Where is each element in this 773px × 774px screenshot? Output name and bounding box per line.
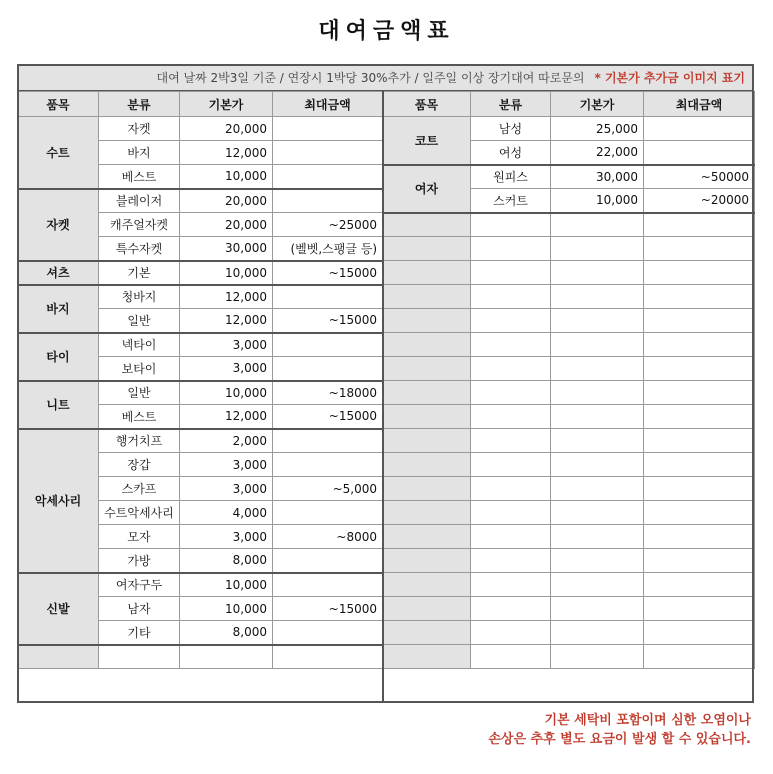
empty-category-cell [383, 573, 471, 597]
empty-category-cell [383, 381, 471, 405]
item-name: 가방 [99, 549, 180, 573]
item-name: 스카프 [99, 477, 180, 501]
table-row [18, 573, 755, 597]
category-cell: 바지 [18, 285, 99, 333]
price-table [17, 91, 755, 669]
empty-cell [99, 645, 180, 669]
item-name: 여성 [471, 141, 551, 165]
item-max [273, 501, 383, 525]
price-table-body [18, 117, 755, 669]
empty-cell [180, 645, 273, 669]
item-max: ~8000 [273, 525, 383, 549]
item-max [273, 621, 383, 645]
empty-cell [471, 501, 551, 525]
item-max [273, 189, 383, 213]
header-left-type: 분류 [99, 92, 180, 117]
item-max [273, 141, 383, 165]
table-row [18, 405, 755, 429]
category-cell: 여자 [383, 165, 471, 213]
item-max: ~15000 [273, 597, 383, 621]
table-row [18, 285, 755, 309]
item-name: 보타이 [99, 357, 180, 381]
table-row [18, 549, 755, 573]
category-cell: 자켓 [18, 189, 99, 261]
notice-bar [17, 64, 754, 91]
item-name: 베스트 [99, 165, 180, 189]
empty-category-cell [383, 429, 471, 453]
empty-cell [471, 621, 551, 645]
empty-cell [471, 261, 551, 285]
empty-category-cell [383, 645, 471, 669]
footer-line-1: 기본 세탁비 포함이며 심한 오염이나 [544, 713, 751, 728]
item-price: 20,000 [180, 117, 273, 141]
empty-cell [551, 309, 644, 333]
table-row [18, 333, 755, 357]
item-name: 일반 [99, 381, 180, 405]
item-max [273, 333, 383, 357]
empty-cell [551, 285, 644, 309]
category-cell: 신발 [18, 573, 99, 645]
table-row [18, 357, 755, 381]
empty-cell [644, 213, 755, 237]
item-max [273, 453, 383, 477]
empty-category-cell [383, 357, 471, 381]
item-price: 12,000 [180, 285, 273, 309]
empty-cell [471, 213, 551, 237]
header-left-max: 최대금액 [273, 92, 383, 117]
item-price: 30,000 [180, 237, 273, 261]
table-row [18, 261, 755, 285]
empty-cell [551, 429, 644, 453]
empty-category-cell [383, 477, 471, 501]
notice-highlight: * 기본가 추가금 이미지 표기 [594, 71, 745, 85]
empty-cell [644, 573, 755, 597]
header-right-item: 품목 [383, 92, 471, 117]
table-row [18, 477, 755, 501]
table-row [18, 645, 755, 669]
header-row [18, 92, 755, 117]
empty-cell [471, 429, 551, 453]
item-max: ~5,000 [273, 477, 383, 501]
empty-cell [471, 357, 551, 381]
empty-cell [644, 381, 755, 405]
empty-cell [644, 309, 755, 333]
item-price: 30,000 [551, 165, 644, 189]
empty-cell [644, 621, 755, 645]
empty-cell [471, 525, 551, 549]
item-price: 3,000 [180, 357, 273, 381]
item-price: 10,000 [180, 381, 273, 405]
item-max: ~18000 [273, 381, 383, 405]
item-name: 베스트 [99, 405, 180, 429]
empty-category-cell [383, 453, 471, 477]
item-price: 20,000 [180, 189, 273, 213]
table-row [18, 381, 755, 405]
empty-cell [644, 405, 755, 429]
item-name: 수트악세사리 [99, 501, 180, 525]
item-price: 10,000 [180, 165, 273, 189]
empty-category-cell [383, 309, 471, 333]
item-price: 12,000 [180, 405, 273, 429]
item-price: 10,000 [551, 189, 644, 213]
item-name: 행거치프 [99, 429, 180, 453]
empty-cell [551, 549, 644, 573]
item-max: (벨벳,스팽글 등) [273, 237, 383, 261]
item-price: 8,000 [180, 621, 273, 645]
item-name: 기타 [99, 621, 180, 645]
item-name: 여자구두 [99, 573, 180, 597]
item-name: 바지 [99, 141, 180, 165]
empty-cell [644, 285, 755, 309]
category-cell: 악세사리 [18, 429, 99, 573]
table-row [18, 453, 755, 477]
empty-cell [551, 261, 644, 285]
empty-cell [551, 597, 644, 621]
empty-cell [471, 405, 551, 429]
item-name: 남자 [99, 597, 180, 621]
empty-cell [644, 597, 755, 621]
item-max: ~20000 [644, 189, 755, 213]
empty-cell [644, 645, 755, 669]
table-row [18, 309, 755, 333]
table-row [18, 213, 755, 237]
empty-category-cell [383, 525, 471, 549]
empty-category-cell [383, 597, 471, 621]
empty-category-cell [383, 213, 471, 237]
empty-cell [551, 501, 644, 525]
item-name: 특수자켓 [99, 237, 180, 261]
empty-cell [273, 645, 383, 669]
category-cell: 수트 [18, 117, 99, 189]
empty-cell [471, 333, 551, 357]
item-name: 블레이저 [99, 189, 180, 213]
item-price: 2,000 [180, 429, 273, 453]
empty-cell [471, 309, 551, 333]
header-right-price: 기본가 [551, 92, 644, 117]
item-name: 자켓 [99, 117, 180, 141]
empty-cell [551, 333, 644, 357]
empty-cell [551, 621, 644, 645]
item-max: ~15000 [273, 261, 383, 285]
category-cell: 셔츠 [18, 261, 99, 285]
item-name: 모자 [99, 525, 180, 549]
item-max [644, 141, 755, 165]
empty-cell [644, 333, 755, 357]
item-max: ~50000 [644, 165, 755, 189]
empty-cell [551, 213, 644, 237]
empty-cell [471, 237, 551, 261]
item-max [644, 117, 755, 141]
item-price: 8,000 [180, 549, 273, 573]
item-price: 3,000 [180, 525, 273, 549]
category-cell: 니트 [18, 381, 99, 429]
empty-category-cell [18, 645, 99, 669]
item-name: 넥타이 [99, 333, 180, 357]
footer-line-2: 손상은 추후 별도 요금이 발생 할 수 있습니다. [488, 732, 751, 747]
empty-cell [551, 381, 644, 405]
header-right-max: 최대금액 [644, 92, 755, 117]
empty-cell [471, 477, 551, 501]
empty-cell [551, 405, 644, 429]
empty-cell [551, 645, 644, 669]
empty-cell [471, 573, 551, 597]
table-row [18, 165, 755, 189]
category-cell: 타이 [18, 333, 99, 381]
empty-cell [471, 453, 551, 477]
item-name: 장갑 [99, 453, 180, 477]
empty-cell [551, 453, 644, 477]
item-price: 12,000 [180, 141, 273, 165]
empty-cell [471, 549, 551, 573]
empty-category-cell [383, 621, 471, 645]
header-left-item: 품목 [18, 92, 99, 117]
empty-cell [551, 573, 644, 597]
item-price: 3,000 [180, 477, 273, 501]
empty-cell [551, 237, 644, 261]
item-name: 남성 [471, 117, 551, 141]
item-price: 12,000 [180, 309, 273, 333]
empty-cell [551, 357, 644, 381]
empty-category-cell [383, 549, 471, 573]
item-name: 원피스 [471, 165, 551, 189]
item-price: 25,000 [551, 117, 644, 141]
item-max [273, 165, 383, 189]
item-price: 22,000 [551, 141, 644, 165]
empty-category-cell [383, 501, 471, 525]
empty-cell [644, 453, 755, 477]
item-max: ~15000 [273, 309, 383, 333]
table-row [18, 501, 755, 525]
empty-category-cell [383, 237, 471, 261]
footer-note [488, 711, 751, 749]
empty-cell [551, 525, 644, 549]
item-price: 10,000 [180, 573, 273, 597]
item-price: 3,000 [180, 453, 273, 477]
empty-cell [644, 549, 755, 573]
empty-category-cell [383, 261, 471, 285]
empty-cell [644, 501, 755, 525]
item-name: 기본 [99, 261, 180, 285]
empty-cell [644, 357, 755, 381]
table-row [18, 621, 755, 645]
page-title: 대여금액표 [318, 19, 455, 44]
empty-cell [551, 477, 644, 501]
empty-cell [471, 381, 551, 405]
empty-category-cell [383, 285, 471, 309]
empty-cell [644, 525, 755, 549]
table-row [18, 429, 755, 453]
item-name: 스커트 [471, 189, 551, 213]
item-max [273, 285, 383, 309]
empty-cell [644, 261, 755, 285]
item-max: ~25000 [273, 213, 383, 237]
table-row [18, 117, 755, 141]
empty-category-cell [383, 333, 471, 357]
header-left-price: 기본가 [180, 92, 273, 117]
item-name: 캐주얼자켓 [99, 213, 180, 237]
empty-cell [471, 645, 551, 669]
item-max [273, 573, 383, 597]
item-max [273, 357, 383, 381]
empty-category-cell [383, 405, 471, 429]
item-price: 4,000 [180, 501, 273, 525]
item-name: 청바지 [99, 285, 180, 309]
empty-cell [471, 285, 551, 309]
item-price: 20,000 [180, 213, 273, 237]
empty-cell [644, 477, 755, 501]
item-max: ~15000 [273, 405, 383, 429]
item-max [273, 117, 383, 141]
header-right-type: 분류 [471, 92, 551, 117]
item-price: 10,000 [180, 597, 273, 621]
category-cell: 코트 [383, 117, 471, 165]
empty-cell [644, 429, 755, 453]
item-max [273, 549, 383, 573]
table-row [18, 525, 755, 549]
empty-cell [644, 237, 755, 261]
item-name: 일반 [99, 309, 180, 333]
table-row [18, 597, 755, 621]
notice-text: 대여 날짜 2박3일 기준 / 연장시 1박당 30%추가 / 일주일 이상 장기대여 따로문의 [156, 71, 585, 85]
empty-cell [471, 597, 551, 621]
table-row [18, 237, 755, 261]
item-price: 10,000 [180, 261, 273, 285]
item-max [273, 429, 383, 453]
item-price: 3,000 [180, 333, 273, 357]
